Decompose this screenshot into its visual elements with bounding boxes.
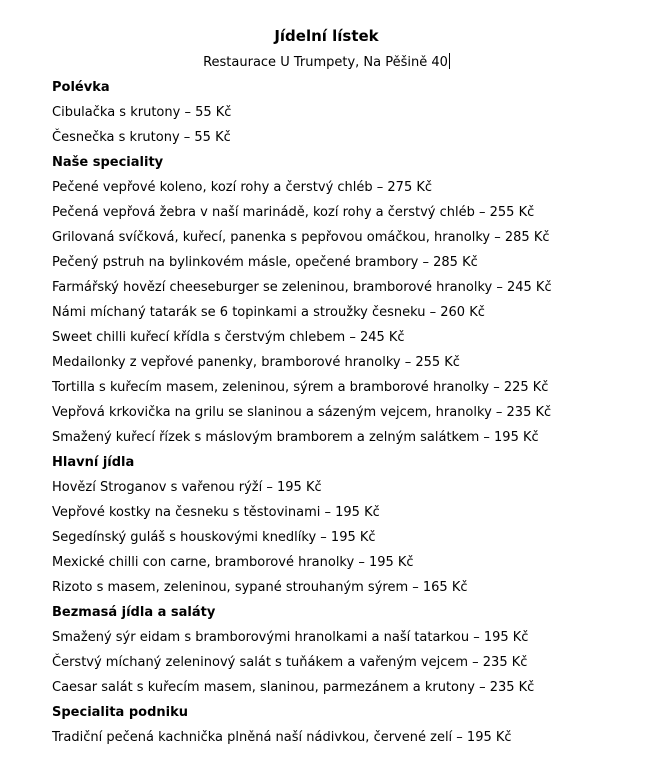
menu-item: Hovězí Stroganov s vařenou rýží – 195 Kč	[52, 480, 322, 495]
menu-item: Grilovaná svíčková, kuřecí, panenka s pepřovou omáčkou, hranolky – 285 Kč	[52, 230, 550, 245]
menu-item: Čerstvý míchaný zeleninový salát s tuňákem a vařeným vejcem – 235 Kč	[52, 655, 528, 670]
menu-item: Česnečka s krutony – 55 Kč	[52, 130, 231, 145]
section-heading: Specialita podniku	[52, 705, 188, 720]
menu-item: Pečené vepřové koleno, kozí rohy a čerstvý chléb – 275 Kč	[52, 180, 433, 195]
menu-body	[52, 78, 642, 753]
menu-item: Tradiční pečená kachnička plněná naší nádivkou, červené zelí – 195 Kč	[52, 730, 512, 745]
section-heading: Polévka	[52, 80, 110, 95]
menu-item: Farmářský hovězí cheeseburger se zeleninou, bramborové hranolky – 245 Kč	[52, 280, 552, 295]
menu-item: Smažený kuřecí řízek s máslovým bramborem a zelným salátkem – 195 Kč	[52, 430, 539, 445]
menu-item: Rizoto s masem, zeleninou, sypané strouhaným sýrem – 165 Kč	[52, 580, 468, 595]
menu-item: Sweet chilli kuřecí křídla s čerstvým chlebem – 245 Kč	[52, 330, 405, 345]
menu-item: Segedínský guláš s houskovými knedlíky – 195 Kč	[52, 530, 376, 545]
menu-item: Vepřová krkovička na grilu se slaninou a sázeným vejcem, hranolky – 235 Kč	[52, 405, 552, 420]
document-subtitle	[0, 53, 653, 73]
menu-item: Medailonky z vepřové panenky, bramborové hranolky – 255 Kč	[52, 355, 460, 370]
menu-item: Pečená vepřová žebra v naší marinádě, kozí rohy a čerstvý chléb – 255 Kč	[52, 205, 535, 220]
menu-item: Tortilla s kuřecím masem, zeleninou, sýrem a bramborové hranolky – 225 Kč	[52, 380, 549, 395]
document-title: Jídelní lístek	[274, 27, 379, 45]
menu-item: Caesar salát s kuřecím masem, slaninou, parmezánem a krutony – 235 Kč	[52, 680, 535, 695]
menu-item: Pečený pstruh na bylinkovém másle, opečené brambory – 285 Kč	[52, 255, 478, 270]
section-heading: Hlavní jídla	[52, 455, 135, 470]
menu-item: Vepřové kostky na česneku s těstovinami – 195 Kč	[52, 505, 380, 520]
section-heading: Naše speciality	[52, 155, 164, 170]
menu-item: Smažený sýr eidam s bramborovými hranolkami a naší tatarkou – 195 Kč	[52, 630, 529, 645]
menu-item: Mexické chilli con carne, bramborové hranolky – 195 Kč	[52, 555, 414, 570]
subtitle-text: Restaurace U Trumpety, Na Pěšině 40	[203, 55, 448, 70]
menu-item: Námi míchaný tatarák se 6 topinkami a stroužky česneku – 260 Kč	[52, 305, 485, 320]
menu-item: Cibulačka s krutony – 55 Kč	[52, 105, 232, 120]
section-heading: Bezmasá jídla a saláty	[52, 605, 216, 620]
text-cursor	[449, 53, 450, 69]
